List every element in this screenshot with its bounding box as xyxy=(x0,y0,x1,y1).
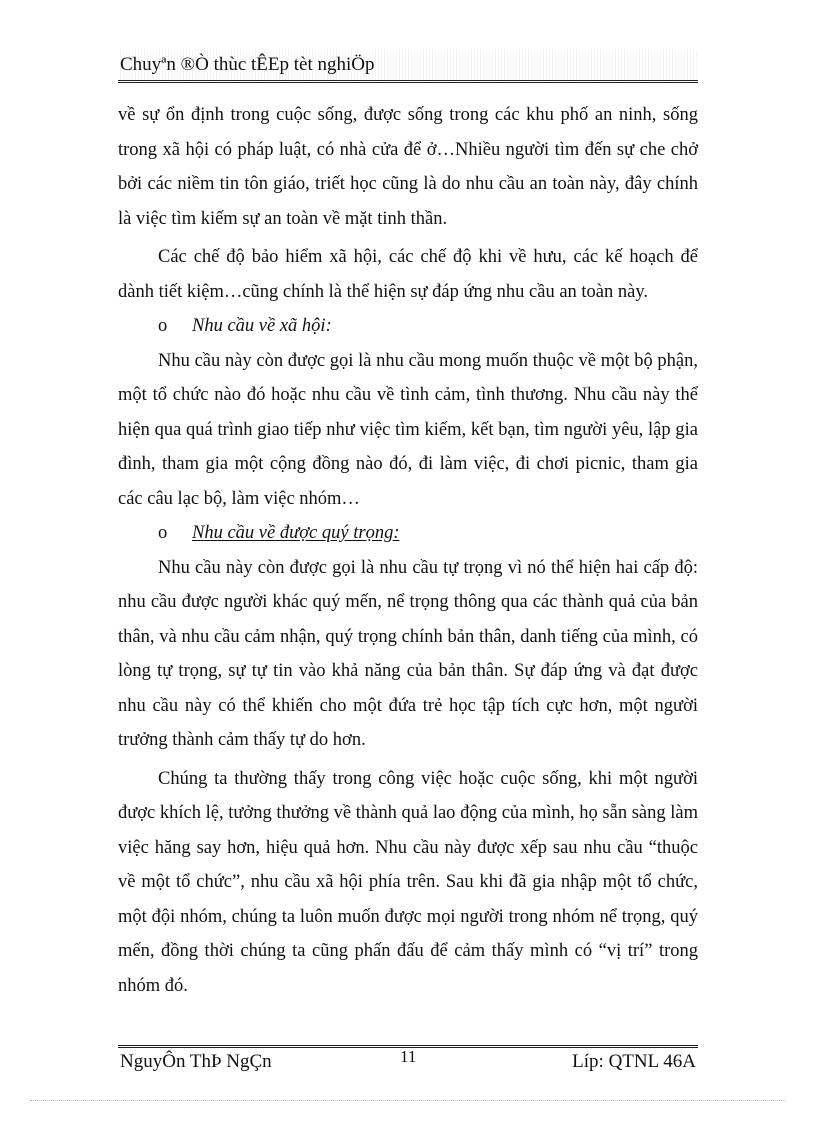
paragraph-4: Nhu cầu này còn được gọi là nhu cầu tự trọng vì nó thể hiện hai cấp độ: nhu cầu được người khác quý mến, nể trọng thông qua các thành quả của bản thân, và nhu cầu cảm nhận, quý trọng chính bản thân, danh tiếng của mình, có lòng tự trọng, sự tự tin vào khả năng của bản thân. Sự đáp ứng và đạt được nhu cầu này có thể khiến cho một đứa trẻ học tập tích cực hơn, một người trưởng thành cảm thấy tự do hơn. xyxy=(118,557,698,750)
footer-author: NguyÔn ThÞ NgÇn xyxy=(120,1051,272,1072)
bullet-esteem-needs xyxy=(118,516,698,551)
footer-class: Líp: QTNL 46A xyxy=(572,1051,696,1072)
paragraph-3: Nhu cầu này còn được gọi là nhu cầu mong muốn thuộc về một bộ phận, một tổ chức nào đó hoặc nhu cầu về tình cảm, tình thương. Nhu cầu này thể hiện qua quá trình giao tiếp như việc tìm kiếm, kết bạn, tìm người yêu, lập gia đình, tham gia một cộng đồng nào đó, đi làm việc, đi chơi picnic, tham gia các câu lạc bộ, làm việc nhóm… xyxy=(118,350,698,509)
page-bottom-divider xyxy=(30,1100,786,1101)
bullet-title: Nhu cầu về xã hội: xyxy=(192,316,332,336)
page-header xyxy=(118,50,698,83)
header-title: Chuyªn ®Ò thùc tÊEp tèt nghiÖp xyxy=(120,54,375,75)
paragraph-1: về sự ổn định trong cuộc sống, được sống trong các khu phố an ninh, sống trong xã hội có pháp luật, có nhà cửa để ở…Nhiều người tìm đến sự che chở bởi các niềm tin tôn giáo, triết học cũng là do nhu cầu an toàn này, đây chính là việc tìm kiếm sự an toàn về mặt tinh thần. xyxy=(118,105,698,229)
bullet-marker: o xyxy=(158,316,168,336)
document-body xyxy=(118,98,698,1003)
page-footer xyxy=(118,1045,698,1078)
bullet-title: Nhu cầu về được quý trọng: xyxy=(192,523,400,543)
bullet-social-needs xyxy=(118,309,698,344)
page-number: 11 xyxy=(400,1047,417,1066)
bullet-marker: o xyxy=(158,523,168,543)
paragraph-5: Chúng ta thường thấy trong công việc hoặc cuộc sống, khi một người được khích lệ, tưởng thưởng về thành quả lao động của mình, họ sẵn sàng làm việc hăng say hơn, hiệu quả hơn. Nhu cầu này được xếp sau nhu cầu “thuộc về một tổ chức”, nhu cầu xã hội phía trên. Sau khi đã gia nhập một tổ chức, một đội nhóm, chúng ta luôn muốn được mọi người trong nhóm nể trọng, quý mến, đồng thời chúng ta cũng phấn đấu để cảm thấy mình có “vị trí” trong nhóm đó. xyxy=(118,768,698,996)
paragraph-2: Các chế độ bảo hiểm xã hội, các chế độ khi về hưu, các kế hoạch để dành tiết kiệm…cũng chính là thể hiện sự đáp ứng nhu cầu an toàn này. xyxy=(118,247,698,302)
